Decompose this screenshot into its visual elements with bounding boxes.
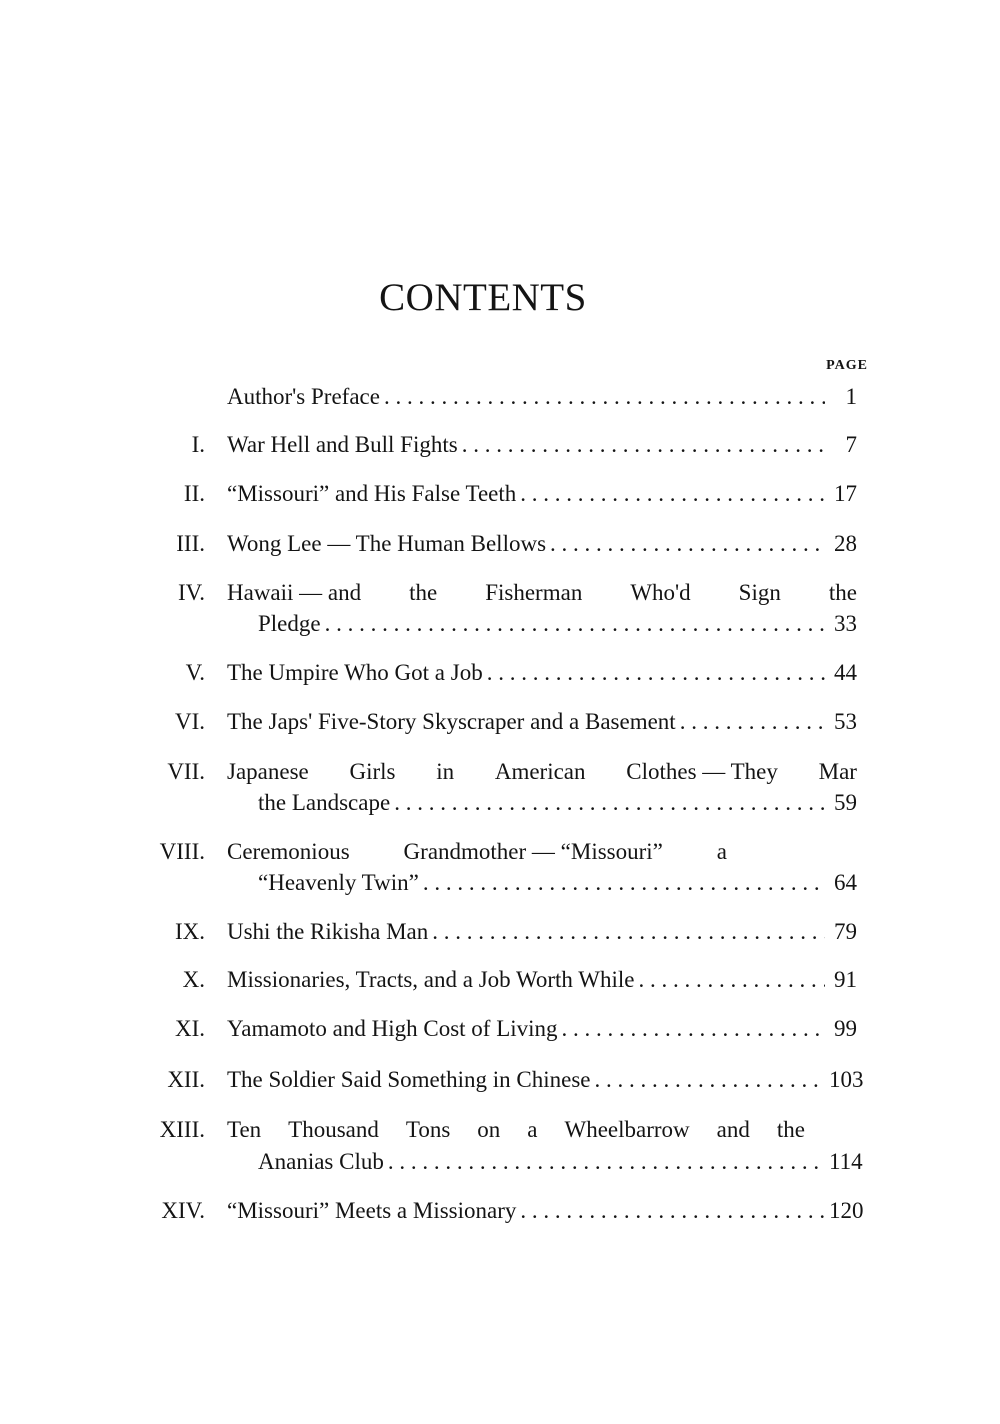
toc-entry-page: 28 <box>834 531 857 556</box>
page-title: CONTENTS <box>379 276 587 319</box>
toc-entry-number: IX. <box>174 919 205 944</box>
toc-entry-title-line-2: Ananias Club <box>258 1149 384 1174</box>
toc-entry-number: V. <box>185 660 205 685</box>
toc-entry-number: XIV. <box>161 1198 205 1223</box>
dot-leader <box>520 478 825 509</box>
toc-entry-number: I. <box>191 432 205 457</box>
toc-entry-title: War Hell and Bull Fights <box>227 432 458 457</box>
toc-entry-page: 1 <box>845 384 857 409</box>
toc-entry-page: 33 <box>834 611 857 636</box>
dot-leader <box>595 1064 826 1095</box>
toc-entry-page: 103 <box>829 1067 864 1092</box>
dot-leader <box>423 867 825 898</box>
toc-entry-number: VII. <box>167 759 205 784</box>
toc-entry-number: III. <box>176 531 205 556</box>
toc-entry-title: The Japs' Five-Story Skyscraper and a Basement <box>227 709 676 734</box>
toc-entry-title-line-1: Ten Thousand Tons on a Wheelbarrow and the <box>227 1117 805 1142</box>
toc-entry-title: Missionaries, Tracts, and a Job Worth While <box>227 967 635 992</box>
toc-entry-title: The Umpire Who Got a Job <box>227 660 483 685</box>
toc-entry-number: VI. <box>174 709 205 734</box>
toc-entry-number: X. <box>182 967 205 992</box>
dot-leader <box>638 964 825 995</box>
dot-leader <box>462 429 825 460</box>
toc-entry-page: 53 <box>834 709 857 734</box>
dot-leader <box>325 608 825 639</box>
dot-leader <box>562 1013 825 1044</box>
dot-leader <box>384 381 825 412</box>
toc-entry-page: 17 <box>834 481 857 506</box>
dot-leader <box>388 1146 825 1177</box>
toc-entry-title: Wong Lee — The Human Bellows <box>227 531 547 556</box>
toc-entry-number: IV. <box>177 580 205 605</box>
dot-leader <box>680 706 825 737</box>
toc-entry-title-line-2: the Landscape <box>258 790 391 815</box>
toc-entry-number: XII. <box>167 1067 205 1092</box>
toc-entry-title: Ushi the Rikisha Man <box>227 919 429 944</box>
toc-entry-number: XI. <box>174 1016 205 1041</box>
toc-entry-title: Yamamoto and High Cost of Living <box>227 1016 558 1041</box>
toc-entry-title-line-2: “Heavenly Twin” <box>258 870 419 895</box>
page-column-header: PAGE <box>826 358 868 373</box>
toc-entry-page: 44 <box>834 660 857 685</box>
toc-entry-title-line-1: Japanese Girls in American Clothes — They Mar <box>227 759 857 784</box>
toc-entry-page: 7 <box>845 432 857 457</box>
dot-leader <box>550 528 825 559</box>
toc-entry-page: 120 <box>829 1198 864 1223</box>
toc-entry-number: XIII. <box>159 1117 205 1142</box>
toc-entry-title: “Missouri” Meets a Missionary <box>227 1198 517 1223</box>
toc-entry-page: 59 <box>834 790 857 815</box>
dot-leader <box>394 787 825 818</box>
dot-leader <box>487 657 825 688</box>
toc-entry-title-line-2: Pledge <box>258 611 321 636</box>
toc-entry-title-line-1: Ceremonious Grandmother — “Missouri” a <box>227 839 727 864</box>
toc-entry-page: 99 <box>834 1016 857 1041</box>
toc-entry-title: Author's Preface <box>227 384 380 409</box>
toc-entry-title: The Soldier Said Something in Chinese <box>227 1067 591 1092</box>
toc-entry-page: 114 <box>829 1149 863 1174</box>
dot-leader <box>432 916 825 947</box>
toc-entry-page: 79 <box>834 919 857 944</box>
toc-entry-page: 91 <box>834 967 857 992</box>
toc-entry-title-line-1: Hawaii — and the Fisherman Who'd Sign the <box>227 580 857 605</box>
toc-entry-title: “Missouri” and His False Teeth <box>227 481 517 506</box>
toc-entry-page: 64 <box>834 870 857 895</box>
dot-leader <box>520 1195 825 1226</box>
toc-entry-number: II. <box>183 481 205 506</box>
toc-entry-number: VIII. <box>159 839 205 864</box>
